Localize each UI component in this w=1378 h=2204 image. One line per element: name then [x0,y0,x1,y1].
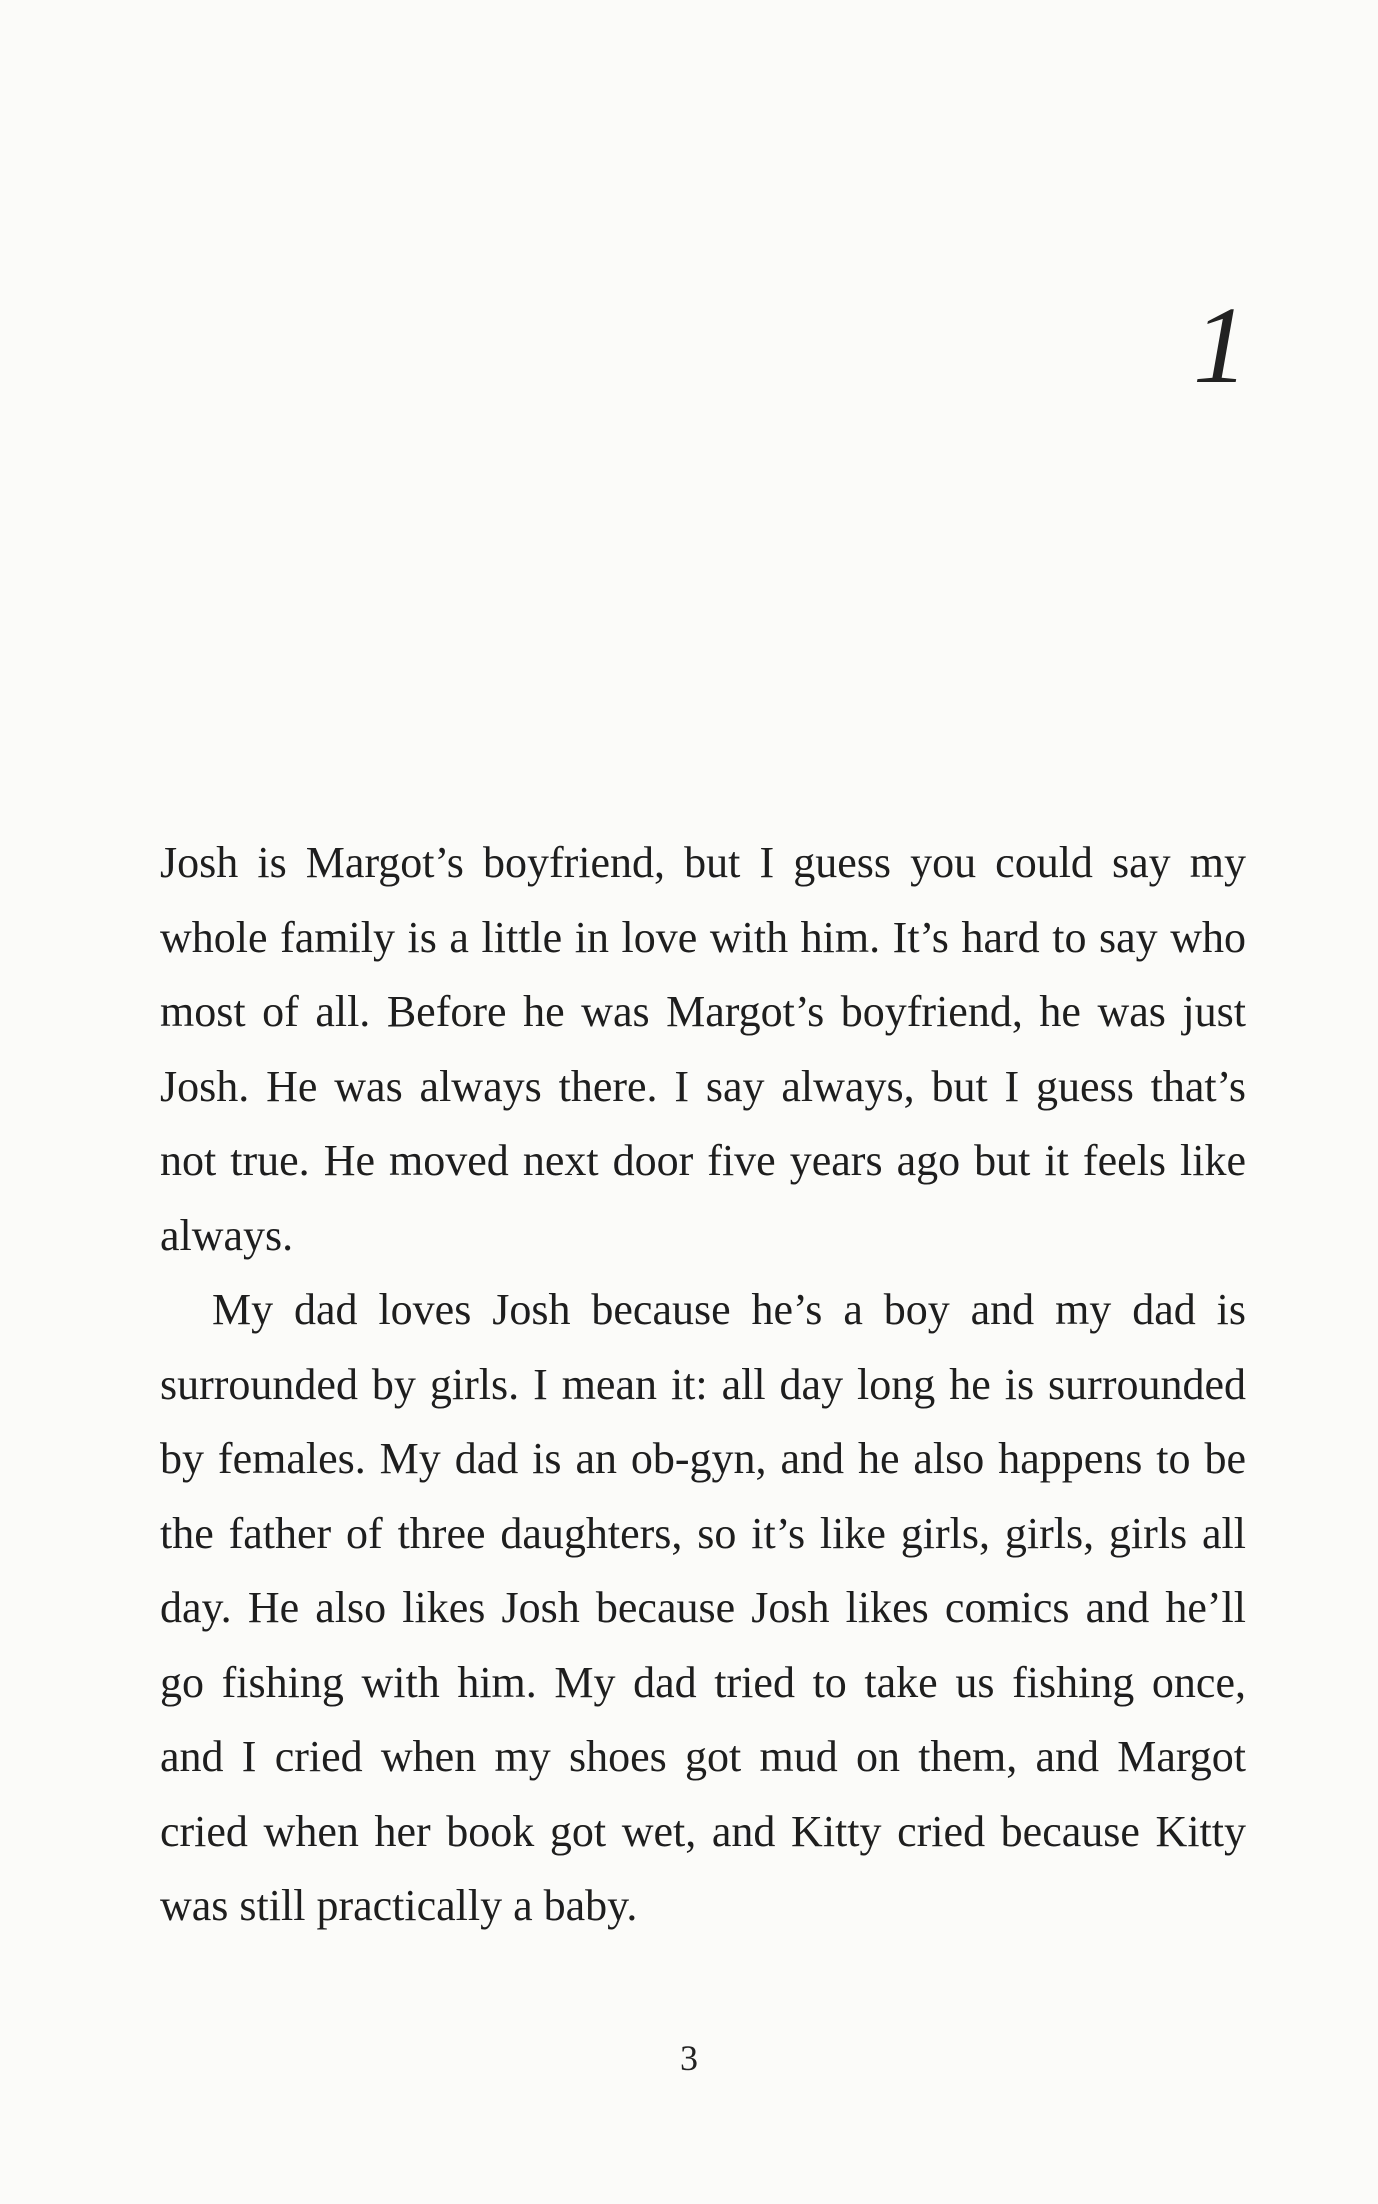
paragraph-2: My dad loves Josh because he’s a boy and my dad is surrounded by girls. I mean it: all day long he is surrounded by females. My dad is an ob-gyn, and he also happens to be the father of three daughters, so it’s like girls, girls, girls all day. He also likes Josh because Josh likes comics and he’ll go fishing with him. My dad tried to take us fishing once, and I cried when my shoes got mud on them, and Margot cried when her book got wet, and Kitty cried because Kitty was still practically a baby. [160,1285,1246,1930]
page-number: 3 [680,2038,698,2078]
paragraph-1: Josh is Margot’s boyfriend, but I guess you could say my whole family is a little in love with him. It’s hard to say who most of all. Before he was Margot’s boyfriend, he was just Josh. He was always there. I say always, but I guess that’s not true. He moved next door five years ago but it feels like always. [160,838,1246,1260]
chapter-body [160,826,1246,1944]
chapter-number: 1 [1193,284,1248,406]
